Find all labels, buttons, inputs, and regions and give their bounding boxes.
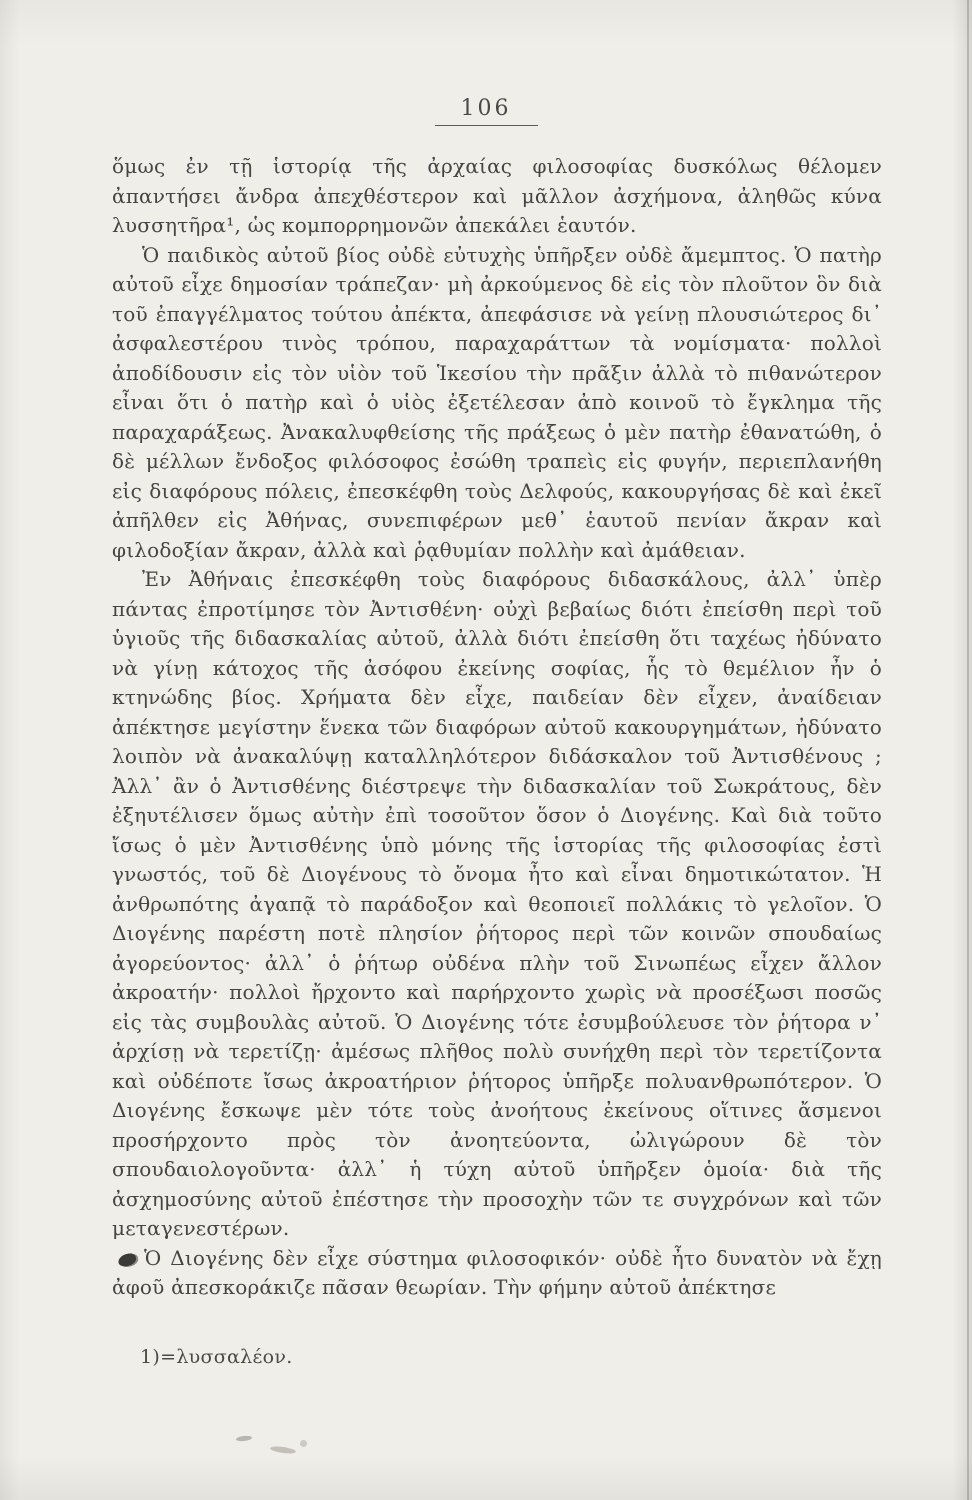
paragraph (112, 1244, 882, 1303)
page-number: 106 (435, 96, 538, 126)
page-header (0, 96, 972, 126)
paragraph: Ἐν Ἀθήναις ἐπεσκέφθη τοὺς διαφόρους διδασκάλους, ἀλλ᾽ ὑπὲρ πάντας ἐπροτίμησε τὸν Ἀντισθένη· οὐχὶ βεβαίως διότι ἐπείσθη περὶ τοῦ ὑγιοῦς τῆς διδασκαλίας αὐτοῦ, ἀλλὰ διότι ἐπείσθη ὅτι ταχέως ἠδύνατο νὰ γίνῃ κάτοχος τῆς ἀσόφου ἐκείνης σοφίας, ἧς τὸ θεμέλιον ἦν ὁ κτηνώδης βίος. Χρήματα δὲν εἶχε, παιδείαν δὲν εἶχεν, ἀναίδειαν ἀπέκτησε μεγίστην ἕνεκα τῶν διαφόρων αὐτοῦ κακουργημάτων, ἠδύνατο λοιπὸν νὰ ἀνακαλύψῃ καταλληλότερον διδάσκαλον τοῦ Ἀντισθένους ; Ἀλλ᾽ ἂν ὁ Ἀντισθένης διέστρεψε τὴν διδασκαλίαν τοῦ Σωκράτους, δὲν ἐξηυτέλισεν ὅμως αὐτὴν ἐπὶ τοσοῦτον ὅσον ὁ Διογένης. Καὶ διὰ τοῦτο ἴσως ὁ μὲν Ἀντισθένης ὑπὸ μόνης τῆς ἱστορίας τῆς φιλοσοφίας ἐστὶ γνωστός, τοῦ δὲ Διογένους τὸ ὄνομα ἦτο καὶ εἶναι δημοτικώτατον. Ἡ ἀνθρωπότης ἀγαπᾷ τὸ παράδοξον καὶ θεοποιεῖ πολλάκις τὸ γελοῖον. Ὁ Διογένης παρέστη ποτὲ πλησίον ῥήτορος περὶ τῶν κοινῶν σπουδαίως ἀγορεύοντος· ἀλλ᾽ ὁ ῥήτωρ οὐδένα πλὴν τοῦ Σινωπέως εἶχεν ἄλλον ἀκροατήν· πολλοὶ ἤρχοντο καὶ παρήρχοντο χωρὶς νὰ προσέξωσι ποσῶς εἰς τὰς συμβουλὰς αὐτοῦ. Ὁ Διογένης τότε ἐσυμβούλευσε τὸν ῥήτορα ν᾽ ἀρχίσῃ νὰ τερετίζῃ· ἀμέσως πλῆθος πολὺ συνήχθη περὶ τὸν τερετίζοντα καὶ οὐδέποτε ἴσως ἀκροατήριον ῥήτορος ὑπῆρξε πολυανθρωπότερον. Ὁ Διογένης ἔσκωψε μὲν τότε τοὺς ἀνοήτους ἐκείνους οἵτινες ἄσμενοι προσήρχοντο πρὸς τὸν ἀνοητεύοντα, ὠλιγώρουν δὲ τὸν σπουδαιολογοῦντα· ἀλλ᾽ ἡ τύχη αὐτοῦ ὑπῆρξεν ὁμοία· διὰ τῆς ἀσχημοσύνης αὐτοῦ ἐπέστησε τὴν προσοχὴν τῶν τε συγχρόνων καὶ τῶν μεταγενεστέρων. (112, 567, 882, 1240)
scan-smudge (236, 1435, 252, 1442)
footnote: 1)=λυσσαλέον. (140, 1346, 293, 1368)
body-text (112, 152, 882, 1303)
scan-edge-line (967, 0, 969, 1500)
paragraph: Ὁ παιδικὸς αὐτοῦ βίος οὐδὲ εὐτυχὴς ὑπῆρξεν οὐδὲ ἄμεμπτος. Ὁ πατὴρ αὐτοῦ εἶχε δημοσίαν τράπεζαν· μὴ ἀρκούμενος δὲ εἰς τὸν πλοῦτον ὃν διὰ τοῦ ἐπαγγέλματος τούτου ἀπέκτα, ἀπεφάσισε νὰ γείνῃ πλουσιώτερος δι᾽ ἀσφαλεστέρου τινὸς τρόπου, παραχαράττων τὰ νομίσματα· πολλοὶ ἀποδίδουσιν εἰς τὸν υἱὸν τοῦ Ἱκεσίου τὴν πρᾶξιν ἀλλὰ τὸ πιθανώτερον εἶναι ὅτι ὁ πατὴρ καὶ ὁ υἱὸς ἐξετέλεσαν ἀπὸ κοινοῦ τὸ ἔγκλημα τῆς παραχαράξεως. Ἀνακαλυφθείσης τῆς πράξεως ὁ μὲν πατὴρ ἐθανατώθη, ὁ δὲ μέλλων ἔνδοξος φιλόσοφος ἐσώθη τραπεὶς εἰς φυγήν, περιεπλανήθη εἰς διαφόρους πόλεις, ἐπεσκέφθη τοὺς Δελφούς, κακουργήσας δὲ καὶ ἐκεῖ ἀπῆλθεν εἰς Ἀθήνας, συνεπιφέρων μεθ᾽ ἑαυτοῦ πενίαν ἄκραν καὶ φιλοδοξίαν ἄκραν, ἀλλὰ καὶ ῥᾳθυμίαν πολλὴν καὶ ἀμάθειαν. (112, 242, 882, 562)
scan-smudge (270, 1445, 297, 1455)
ink-blot-mark (117, 1252, 137, 1267)
scan-smudge (300, 1440, 307, 1447)
paragraph-text: Ὁ Διογένης δὲν εἶχε σύστημα φιλοσοφικόν· οὐδὲ ἦτο δυνατὸν νὰ ἔχῃ ἀφοῦ ἀπεσκοράκιζε πᾶσαν θεωρίαν. Τὴν φήμην αὐτοῦ ἀπέκτησε (112, 1245, 882, 1299)
paragraph-continuation: ὅμως ἐν τῇ ἱστορίᾳ τῆς ἀρχαίας φιλοσοφίας δυσκόλως θέλομεν ἀπαντήσει ἄνδρα ἀπεχθέστερον καὶ μᾶλλον ἀσχήμονα, ἀληθῶς κύνα λυσσητῆρα¹, ὡς κομπορρημονῶν ἀπεκάλει ἑαυτόν. (112, 154, 882, 237)
